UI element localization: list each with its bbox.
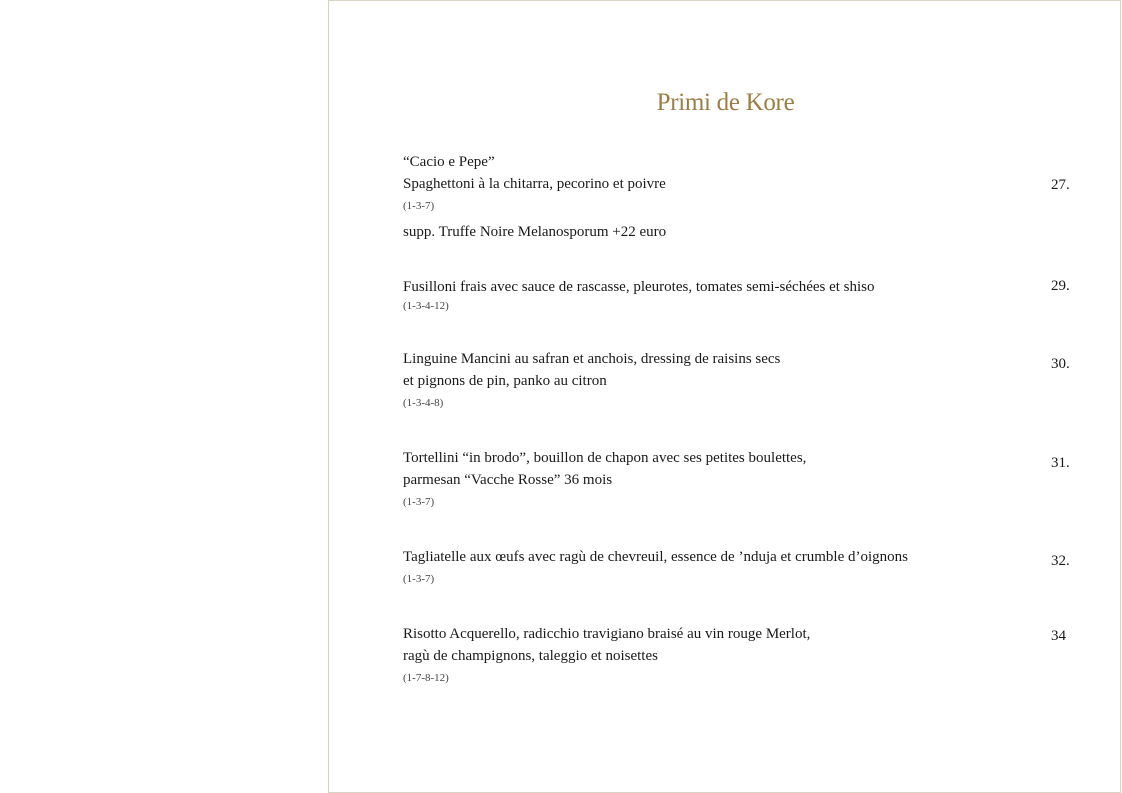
dish-description-line: Tortellini “in brodo”, bouillon de chapon avec ses petites boulettes, — [403, 450, 807, 466]
dish-price: 31. — [1051, 455, 1070, 471]
menu-item-cacio-e-pepe — [403, 151, 1083, 243]
dish-description-line: Tagliatelle aux œufs avec ragù de chevreuil, essence de ’nduja et crumble d’oignons — [403, 549, 908, 565]
menu-item-tortellini — [403, 447, 1083, 510]
dish-description-line: Risotto Acquerello, radicchio travigiano braisé au vin rouge Merlot, — [403, 626, 811, 642]
menu-item-linguine — [403, 348, 1083, 411]
dish-price: 30. — [1051, 356, 1070, 372]
dish-name-line: “Cacio e Pepe” — [403, 154, 495, 170]
allergen-codes: (1-3-4-8) — [403, 397, 444, 409]
dish-description-line: parmesan “Vacche Rosse” 36 mois — [403, 472, 613, 488]
menu-item-fusilloni — [403, 276, 1083, 314]
menu-page — [328, 0, 1121, 793]
dish-description-line: Linguine Mancini au safran et anchois, dressing de raisins secs — [403, 351, 781, 367]
allergen-codes: (1-3-7) — [403, 200, 435, 212]
dish-description-line: et pignons de pin, panko au citron — [403, 373, 607, 389]
dish-description-line: ragù de champignons, taleggio et noisettes — [403, 648, 658, 664]
dish-description-line: Fusilloni frais avec sauce de rascasse, pleurotes, tomates semi-séchées et shiso — [403, 279, 875, 295]
allergen-codes: (1-3-7) — [403, 573, 435, 585]
dish-price: 27. — [1051, 177, 1070, 193]
menu-item-tagliatelle — [403, 546, 1083, 587]
allergen-codes: (1-3-7) — [403, 496, 435, 508]
allergen-codes: (1-7-8-12) — [403, 672, 449, 684]
dish-description-line: Spaghettoni à la chitarra, pecorino et poivre — [403, 176, 666, 192]
menu-item-risotto — [403, 623, 1083, 686]
dish-price: 34 — [1051, 628, 1066, 644]
dish-price: 29. — [1051, 278, 1070, 294]
dish-price: 32. — [1051, 553, 1070, 569]
menu-title: Primi de Kore — [656, 89, 795, 116]
supplement-note: supp. Truffe Noire Melanosporum +22 euro — [403, 224, 667, 240]
allergen-codes: (1-3-4-12) — [403, 300, 449, 312]
